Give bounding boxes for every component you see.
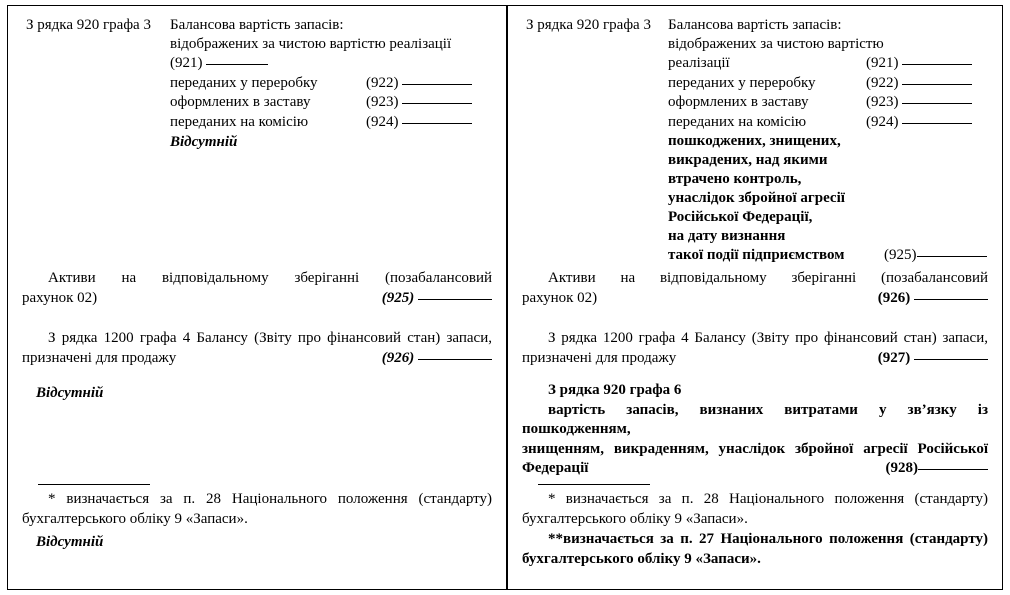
right-fill-927[interactable]: [914, 359, 988, 360]
left-header-line-4: [170, 113, 500, 133]
right-header-line-11: [668, 246, 998, 266]
left-label-922: переданих у переробку: [170, 74, 318, 91]
left-header-label: З рядка 920 графа 3: [26, 17, 151, 33]
right-fill-925[interactable]: [917, 256, 987, 257]
left-label-923: оформлених в заставу: [170, 94, 311, 110]
left-footnote-1-text: визначається за п. 28 Національного положення (стандарту): [66, 491, 493, 507]
right-code-923: (923): [866, 94, 899, 110]
left-block-assets-line2: рахунок 02): [22, 289, 98, 306]
right-header-line-9: Російської Федерації,: [668, 209, 813, 225]
left-note-middle: Відсутній: [36, 385, 104, 401]
right-footnote-separator: [538, 484, 650, 485]
left-code-922: (922): [366, 74, 399, 91]
left-fill-924[interactable]: [402, 123, 472, 124]
left-footnote-1-line1: [22, 490, 492, 510]
right-code-927: (927): [877, 349, 911, 366]
right-block-wardamage-line2: знищенням, викраденням, унаслідок збройної агресії Російської: [522, 440, 988, 457]
right-header-line-4: [668, 113, 998, 133]
left-header-line-0: відображених за чистою вартістю реалізації: [170, 36, 452, 52]
right-label-923: оформлених в заставу: [668, 94, 809, 110]
left-code-926: (926): [381, 349, 415, 366]
right-code-925: (925): [884, 247, 917, 263]
right-block-assets-line1: Активи на відповідальному зберіганні (позабалансовий: [548, 270, 988, 286]
right-header-line-1: [668, 54, 998, 74]
left-fill-923[interactable]: [402, 103, 472, 104]
left-footnote-1-marker: *: [48, 491, 56, 507]
panel-proposed-version: [507, 5, 1003, 590]
right-fill-922[interactable]: [902, 84, 972, 85]
right-block-assets-line2: рахунок 02): [522, 289, 598, 306]
left-code-925: (925): [381, 289, 415, 306]
panel-current-version: [7, 5, 507, 590]
left-header-line-2: [170, 74, 500, 94]
right-code-926: (926): [877, 289, 911, 306]
right-header-line-7: втрачено контроль,: [668, 171, 802, 187]
right-header-line-0: відображених за чистою вартістю: [668, 36, 884, 52]
right-header-line-8: унаслідок збройної агресії: [668, 190, 845, 206]
right-fill-926[interactable]: [914, 299, 988, 300]
right-header-line-3: [668, 93, 998, 113]
left-code-921: (921): [170, 55, 203, 71]
left-code-924: (924): [366, 113, 399, 130]
right-code-922: (922): [866, 74, 899, 91]
right-fill-921[interactable]: [902, 64, 972, 65]
left-footnote-1-line2: бухгалтерського обліку 9 «Запаси».: [22, 510, 248, 527]
right-header-title: Балансова вартість запасів:: [668, 17, 842, 33]
right-label-921: реалізації: [668, 55, 730, 71]
left-fill-926[interactable]: [418, 359, 492, 360]
left-fill-921[interactable]: [206, 64, 268, 65]
right-code-928: (928): [885, 460, 918, 476]
right-footnote-2-text: визначається за п. 27 Національного положення (стандарту): [563, 531, 988, 547]
right-label-924: переданих на комісію: [668, 113, 807, 130]
left-header-note: Відсутній: [170, 134, 238, 150]
left-code-923: (923): [366, 94, 399, 110]
right-header-line-2: [668, 74, 998, 94]
right-block-wardamage-line3: Федерації: [522, 460, 589, 476]
right-fill-924[interactable]: [902, 123, 972, 124]
right-footnote-1-marker: *: [548, 491, 556, 507]
left-header-title: Балансова вартість запасів:: [170, 17, 344, 33]
right-block-wardamage-heading: З рядка 920 графа 6: [548, 382, 682, 398]
right-block-forsale-line2: призначені для продажу: [522, 349, 677, 366]
left-fill-925[interactable]: [418, 299, 492, 300]
right-fill-923[interactable]: [902, 103, 972, 104]
right-footnote-2-line1: [522, 530, 988, 550]
left-block-forsale-line1: З рядка 1200 графа 4 Балансу (Звіту про фінансовий стан) запаси,: [48, 330, 492, 346]
right-block-forsale-line1: З рядка 1200 графа 4 Балансу (Звіту про фінансовий стан) запаси,: [548, 330, 988, 346]
left-label-924: переданих на комісію: [170, 113, 309, 130]
right-header-line-5: пошкоджених, знищених,: [668, 133, 841, 149]
left-footnote-separator: [38, 484, 150, 485]
right-footnote-1-line2: бухгалтерського обліку 9 «Запаси».: [522, 510, 748, 527]
right-fill-928[interactable]: [918, 469, 988, 470]
right-code-924: (924): [866, 113, 899, 130]
right-footnote-2-marker: **: [548, 531, 563, 547]
left-header-line-1: [170, 54, 500, 74]
left-block-forsale-line2: призначені для продажу: [22, 349, 177, 366]
right-header-line-6: викрадених, над якими: [668, 152, 828, 168]
right-label-922: переданих у переробку: [668, 74, 816, 91]
right-block-wardamage-line1: вартість запасів, визнаних витратами у зв’язку із пошкодженням,: [522, 401, 988, 437]
right-footnote-2-line2: бухгалтерського обліку 9 «Запаси».: [522, 550, 761, 567]
right-footnote-1-line1: [522, 490, 988, 510]
left-header-line-3: [170, 93, 500, 113]
right-label-925: такої події підприємством: [668, 247, 845, 263]
right-footnote-1-text: визначається за п. 28 Національного положення (стандарту): [565, 491, 988, 507]
right-header-line-10: на дату визнання: [668, 228, 786, 244]
left-fill-922[interactable]: [402, 84, 472, 85]
left-note-bottom: Відсутній: [36, 534, 104, 550]
right-header-label: З рядка 920 графа 3: [526, 17, 651, 33]
left-block-assets-line1: Активи на відповідальному зберіганні (позабалансовий: [48, 270, 492, 286]
right-code-921: (921): [866, 55, 899, 71]
